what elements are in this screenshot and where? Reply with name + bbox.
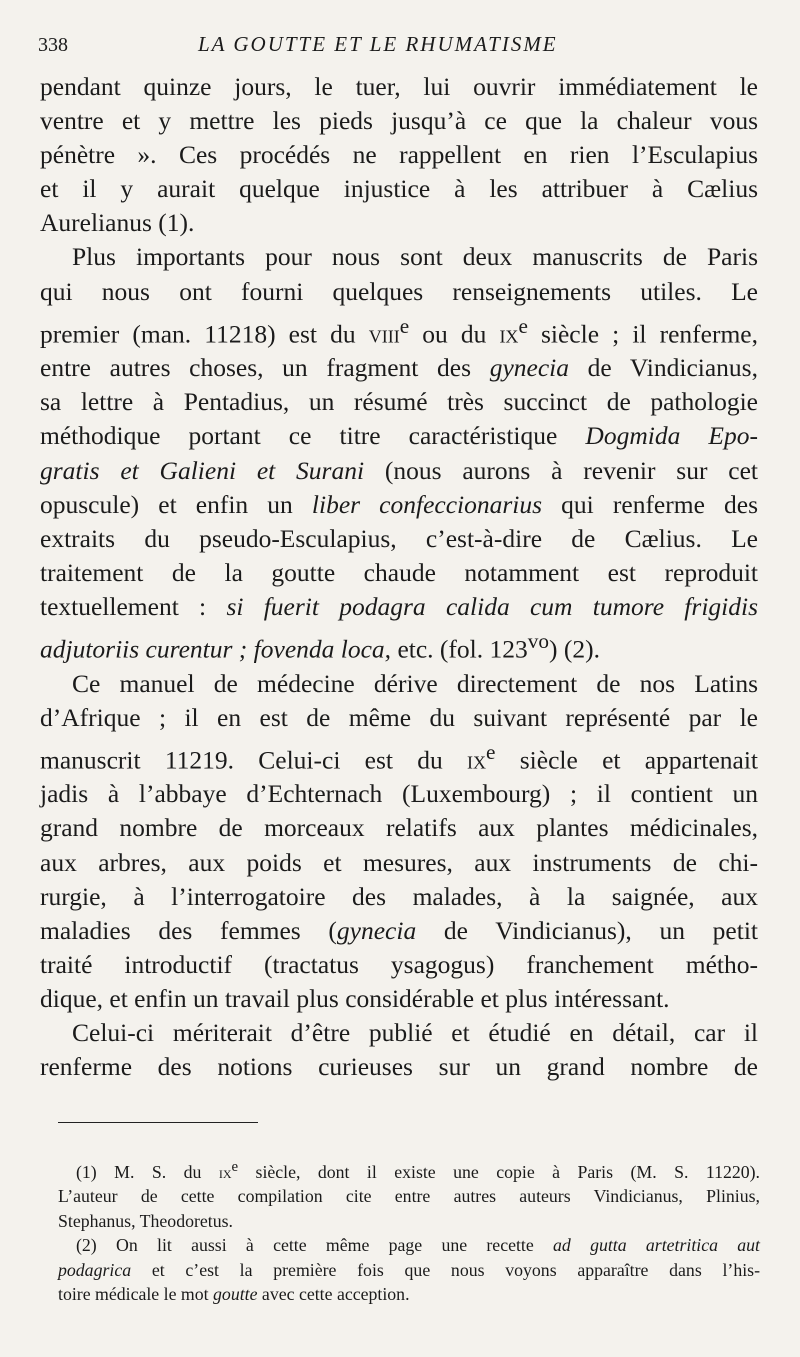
body-text	[40, 70, 758, 1084]
body-text-segment: ix	[467, 745, 487, 775]
body-text-segment: gynecia	[336, 915, 417, 945]
body-text-segment: de Vindicianus), un petit	[416, 915, 758, 945]
footnote-text-segment: goutte	[213, 1283, 258, 1304]
body-text-segment: maladies des femmes (	[40, 915, 337, 945]
body-line: traitement de la goutte chaude notamment est reproduit	[40, 557, 758, 587]
footnote-text-segment: et c’est la première fois que nous voyons apparaître dans l’his-	[131, 1259, 760, 1280]
body-line: pendant quinze jours, le tuer, lui ouvrir immédiatement le	[40, 72, 758, 101]
body-line: Ce manuel de médecine dérive directement de nos Latins	[72, 668, 758, 698]
footnote-text-segment: ix	[218, 1161, 232, 1182]
page-number: 338	[38, 34, 68, 56]
body-line	[40, 488, 758, 522]
running-title: LA GOUTTE ET LE RHUMATISME	[198, 32, 558, 56]
footnote-line	[58, 1258, 760, 1282]
footnote-line	[58, 1282, 760, 1306]
footnote-text-segment: (2) On lit aussi à cette même page une recette	[76, 1235, 554, 1256]
body-line	[40, 419, 758, 453]
body-line	[40, 351, 758, 385]
footnote-rule	[58, 1122, 258, 1123]
body-text-segment: adjutoriis curentur ; fovenda loca,	[40, 634, 392, 664]
body-line: dique, et enfin un travail plus considérable et plus intéressant.	[40, 983, 670, 1013]
footnote-text-segment: podagrica	[58, 1259, 132, 1280]
footnote-text-segment: avec cette acception.	[257, 1283, 410, 1304]
footnote-line: L’auteur de cette compilation cite entre autres auteurs Vindicianus, Plinius,	[58, 1186, 760, 1207]
body-text-segment: liber confeccionarius	[311, 489, 543, 519]
body-text-segment: gratis et Galieni et Surani	[40, 455, 365, 485]
footnote-text-segment: e	[231, 1159, 239, 1175]
body-line: rurgie, à l’interrogatoire des malades, à la saignée, aux	[40, 881, 758, 911]
body-text-segment: gynecia	[489, 353, 569, 383]
body-line: renferme des notions curieuses sur un grand nombre de	[40, 1052, 758, 1082]
body-text-segment: opuscule) et enfin un	[40, 489, 312, 519]
footnotes	[58, 1155, 760, 1306]
body-text-segment: ix	[499, 319, 519, 349]
body-line: jadis à l’abbaye d’Echternach (Luxembourg) ; il contient un	[40, 779, 758, 809]
body-line: qui nous ont fourni quelques renseignements utiles. Le	[40, 276, 758, 306]
body-line: et il y aurait quelque injustice à les attribuer à Cælius	[40, 174, 758, 204]
footnote-text-segment: siècle, dont il existe une copie à Paris (M. S. 11220).	[238, 1161, 761, 1182]
body-text-segment: (nous aurons à revenir sur cet	[364, 455, 758, 485]
body-text-segment: si fuerit podagra calida cum tumore frigidis	[226, 591, 758, 621]
footnote-text-segment: toire médicale le mot	[58, 1283, 214, 1304]
body-line: Celui-ci mériterait d’être publié et étudié en détail, car il	[72, 1018, 758, 1048]
body-line: extraits du pseudo-Esculapius, c’est-à-dire de Cælius. Le	[40, 523, 758, 553]
footnote-line	[58, 1233, 760, 1257]
body-text-segment: etc. (fol. 123	[391, 634, 528, 664]
body-line	[40, 914, 758, 948]
body-line: ventre et y mettre les pieds jusqu’à ce que la chaleur vous	[40, 106, 758, 136]
page-header	[38, 30, 758, 60]
body-line: Plus importants pour nous sont deux manuscrits de Paris	[72, 242, 758, 272]
body-text-segment: Dogmida Epo-	[585, 421, 758, 451]
body-line: aux arbres, aux poids et mesures, aux instruments de chi-	[40, 847, 758, 877]
body-line	[40, 590, 758, 624]
body-text-segment: de Vindicianus,	[568, 353, 758, 383]
body-line	[40, 735, 758, 778]
body-text-segment: entre autres choses, un fragment des	[40, 353, 490, 383]
body-line	[40, 309, 758, 352]
body-line: Aurelianus (1).	[40, 208, 195, 238]
body-text-segment: premier (man. 11218) est du	[40, 319, 369, 349]
body-text-segment: ) (2).	[548, 634, 600, 664]
body-text-segment: vo	[527, 629, 549, 653]
body-text-segment: méthodique portant ce titre caractéristique	[40, 421, 586, 451]
body-line: d’Afrique ; il en est de même du suivant représenté par le	[40, 702, 758, 732]
footnote-line	[58, 1155, 760, 1184]
body-text-segment: qui renferme des	[542, 489, 758, 519]
body-text-segment: e	[399, 313, 410, 338]
body-line: pénètre ». Ces procédés ne rappellent en rien l’Esculapius	[40, 140, 758, 170]
body-line: sa lettre à Pentadius, un résumé très succinct de pathologie	[40, 387, 758, 417]
body-text-segment: viii	[368, 319, 400, 349]
footnote-text-segment: ad gutta artetritica aut	[553, 1235, 760, 1256]
body-line: traité introductif (tractatus ysagogus) franchement métho-	[40, 949, 758, 979]
body-line	[40, 454, 758, 488]
body-text-segment: e	[518, 313, 528, 338]
footnote-text-segment: (1) M. S. du	[76, 1161, 219, 1182]
body-line	[40, 624, 758, 667]
body-text-segment: e	[486, 739, 496, 764]
body-text-segment: textuellement :	[40, 591, 227, 621]
body-line: grand nombre de morceaux relatifs aux plantes médicinales,	[40, 813, 758, 843]
body-text-segment: siècle ; il renferme,	[527, 319, 758, 349]
footnote-line: Stephanus, Theodoretus.	[58, 1210, 233, 1231]
body-text-segment: manuscrit 11219. Celui-ci est du	[40, 745, 468, 775]
body-text-segment: ou du	[409, 319, 500, 349]
body-text-segment: siècle et appartenait	[495, 745, 759, 775]
